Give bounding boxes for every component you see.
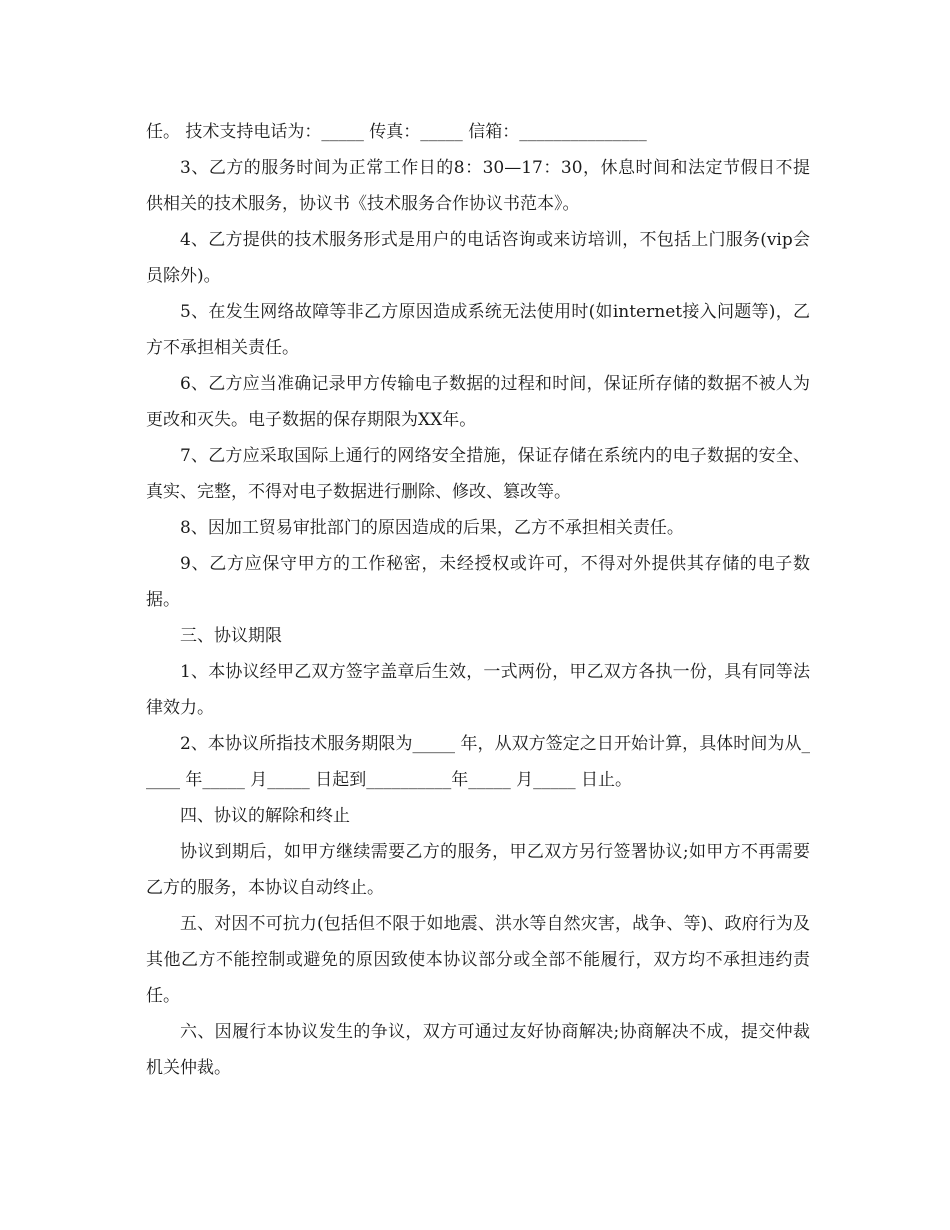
paragraph-term-2: 2、本协议所指技术服务期限为_____ 年，从双方签定之日开始计算，具体时间为从_____ 年_____ 月_____ 日起到__________年_____ 月_____ 日止。 [146, 734, 810, 790]
paragraph-contact-info: 任。 技术支持电话为：_____ 传真：_____ 信箱：_______________ [146, 122, 647, 142]
paragraph-clause-8: 8、因加工贸易审批部门的原因造成的后果，乙方不承担相关责任。 [180, 518, 684, 538]
paragraph-clause-7: 7、乙方应采取国际上通行的网络安全措施，保证存储在系统内的电子数据的安全、真实、完整，不得对电子数据进行删除、修改、篡改等。 [146, 446, 810, 502]
document-body [146, 114, 810, 1086]
paragraph-clause-4: 4、乙方提供的技术服务形式是用户的电话咨询或来访培训，不包括上门服务(vip会员除外)。 [146, 230, 810, 286]
paragraph-clause-9: 9、乙方应保守甲方的工作秘密，未经授权或许可，不得对外提供其存储的电子数据。 [146, 554, 810, 610]
paragraph-force-majeure: 五、对因不可抗力(包括但不限于如地震、洪水等自然灾害，战争、等)、政府行为及其他乙方不能控制或避免的原因致使本协议部分或全部不能履行，双方均不承担违约责任。 [146, 914, 810, 1006]
paragraph-dispute-resolution: 六、因履行本协议发生的争议，双方可通过友好协商解决;协商解决不成，提交仲裁机关仲裁。 [146, 1022, 810, 1078]
paragraph-clause-6: 6、乙方应当准确记录甲方传输电子数据的过程和时间，保证所存储的数据不被人为更改和灭失。电子数据的保存期限为XX年。 [146, 374, 810, 430]
paragraph-clause-3: 3、乙方的服务时间为正常工作日的8：30—17：30，休息时间和法定节假日不提供相关的技术服务，协议书《技术服务合作协议书范本》。 [146, 158, 810, 214]
section-heading-termination: 四、协议的解除和终止 [180, 806, 350, 826]
paragraph-termination: 协议到期后，如甲方继续需要乙方的服务，甲乙双方另行签署协议;如甲方不再需要乙方的服务，本协议自动终止。 [146, 842, 810, 898]
paragraph-clause-5: 5、在发生网络故障等非乙方原因造成系统无法使用时(如internet接入问题等)，乙方不承担相关责任。 [146, 302, 810, 358]
paragraph-term-1: 1、本协议经甲乙双方签字盖章后生效，一式两份，甲乙双方各执一份，具有同等法律效力。 [146, 662, 810, 718]
section-heading-term: 三、协议期限 [180, 626, 282, 646]
